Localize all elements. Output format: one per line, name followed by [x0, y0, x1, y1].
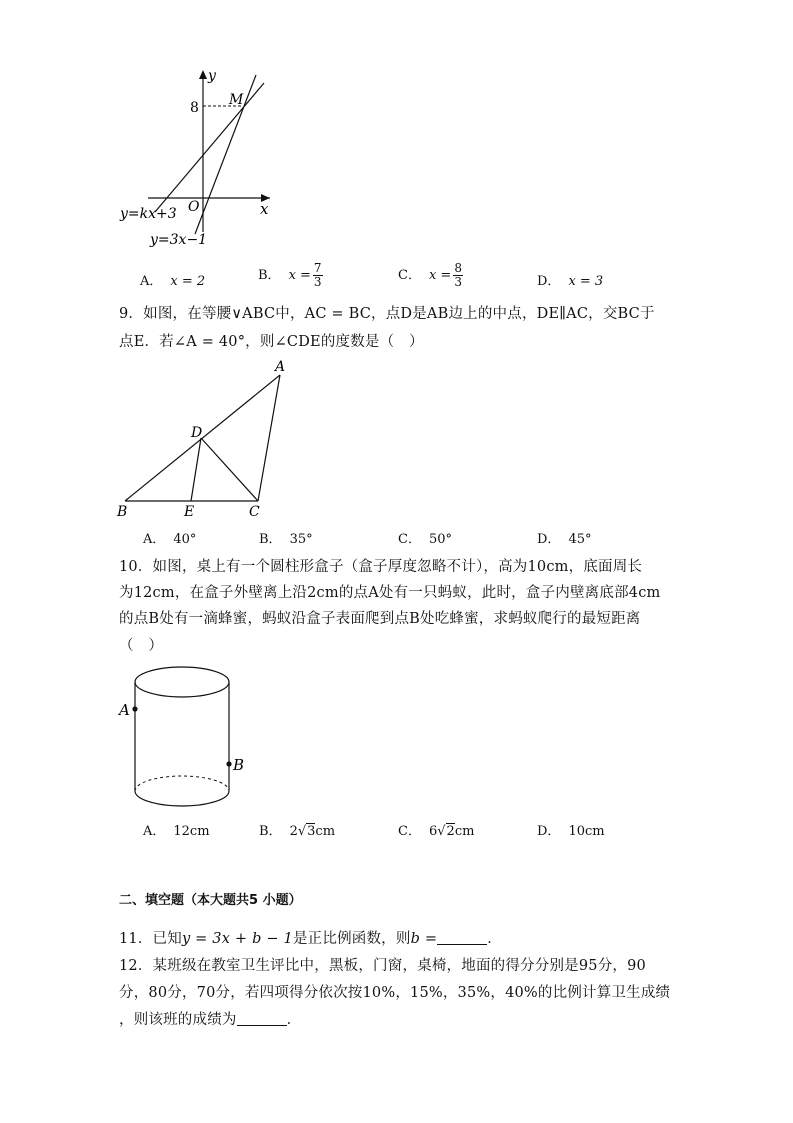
- q9-line-2: 点E．若∠A = 40°，则∠CDE的度数是（ ）: [119, 334, 424, 350]
- option-prefix: x =: [428, 268, 452, 283]
- q8-option-b[interactable]: [258, 262, 323, 289]
- sqrt-sign: √: [297, 824, 307, 839]
- variable: b =: [410, 931, 438, 947]
- option-label: D．: [537, 532, 561, 547]
- linear-graph-figure: [110, 62, 290, 252]
- option-value: 45°: [568, 532, 592, 547]
- q10-option-b[interactable]: [259, 820, 335, 839]
- vertex-a-label: A: [275, 359, 286, 375]
- option-unit: cm: [315, 824, 336, 839]
- answer-blank[interactable]: [237, 1011, 287, 1026]
- q9-option-d[interactable]: [537, 528, 591, 547]
- option-label: D．: [537, 824, 561, 839]
- vertex-c-label: C: [249, 504, 260, 520]
- option-label: A．: [140, 274, 163, 289]
- option-unit: cm: [454, 824, 475, 839]
- vertex-b-label: B: [117, 504, 128, 520]
- point-m-label: M: [229, 92, 244, 108]
- option-label: C．: [398, 532, 421, 547]
- q10-option-a[interactable]: [143, 820, 210, 839]
- option-label: C．: [398, 824, 421, 839]
- option-label: B．: [258, 268, 281, 283]
- question-prefix: 11．已知: [119, 931, 182, 947]
- formula: y = 3x + b − 1: [181, 931, 293, 947]
- section-title: 二、填空题（本大题共5 小题）: [119, 893, 302, 908]
- q12-line-3: [119, 1006, 301, 1034]
- answer-blank[interactable]: [437, 930, 487, 945]
- y-axis-arrow: [199, 70, 207, 79]
- cylinder-bottom-back: [135, 776, 229, 791]
- cylinder-bottom-front: [135, 791, 229, 806]
- numerator: 8: [454, 261, 462, 275]
- segment-de: [191, 438, 201, 501]
- point-a: [132, 706, 137, 711]
- q10-line-2: 为12cm，在盒子外壁离上沿2cm的点A处有一只蚂蚁，此时，盒子内壁离底部4cm: [119, 585, 661, 601]
- q9-line-1: [119, 300, 655, 328]
- question-number: 9．: [119, 306, 144, 322]
- option-label: A．: [143, 532, 166, 547]
- point-b: [226, 761, 231, 766]
- option-label: C．: [398, 268, 421, 283]
- side-ba: [125, 375, 280, 501]
- q9-option-a[interactable]: [143, 528, 196, 547]
- q10-option-d[interactable]: [537, 820, 605, 839]
- radicand: 2: [446, 824, 455, 839]
- option-value: 35°: [289, 532, 313, 547]
- y-axis-label: y: [208, 68, 216, 84]
- point-b-label: B: [233, 756, 245, 774]
- option-coefficient: 6: [428, 824, 438, 839]
- line-kx-plus-3: [155, 83, 264, 212]
- option-value: x = 2: [170, 274, 206, 289]
- point-a-label: A: [119, 701, 130, 719]
- option-label: A．: [143, 824, 166, 839]
- point-e-label: E: [184, 504, 195, 520]
- q8-option-c[interactable]: [398, 262, 463, 289]
- option-label: B．: [259, 532, 282, 547]
- line1-label: y=kx+3: [120, 206, 177, 222]
- q10-line-4: （ ）: [119, 638, 164, 654]
- origin-label: O: [188, 199, 200, 215]
- q8-option-d[interactable]: [537, 270, 603, 289]
- question-end: ．: [286, 1012, 302, 1028]
- option-value: 40°: [173, 532, 197, 547]
- option-value: 12cm: [173, 824, 210, 839]
- q11-line: [119, 925, 502, 953]
- option-label: B．: [259, 824, 282, 839]
- option-value: 50°: [428, 532, 452, 547]
- q10-option-c[interactable]: [398, 820, 474, 839]
- q10-line-1: 10．如图，桌上有一个圆柱形盒子（盒子厚度忽略不计），高为10cm，底面周长: [119, 559, 643, 575]
- side-ac: [258, 375, 280, 501]
- q12-line-2: 分，80分，70分，若四项得分依次按10%，15%，35%，40%的比例计算卫生成绩: [119, 985, 671, 1001]
- radicand: 3: [307, 824, 316, 839]
- question-prefix: ，则该班的成绩为: [119, 1012, 237, 1028]
- triangle-figure: [112, 358, 302, 520]
- sqrt-sign: √: [437, 824, 446, 839]
- line2-label: y=3x−1: [150, 232, 208, 248]
- numerator: 7: [313, 261, 322, 275]
- cylinder-top: [135, 667, 229, 697]
- option-value: 10cm: [568, 824, 605, 839]
- x-axis-label: x: [260, 200, 269, 218]
- option-value: x = 3: [568, 274, 604, 289]
- option-coefficient: 2: [289, 824, 298, 839]
- point-d-label: D: [191, 425, 203, 441]
- q10-line-3: 的点B处有一滴蜂蜜，蚂蚁沿盒子表面爬到点B处吃蜂蜜，求蚂蚁爬行的最短距离: [119, 611, 641, 627]
- q9-option-c[interactable]: [398, 528, 452, 547]
- q9-option-b[interactable]: [259, 528, 313, 547]
- fraction: [453, 262, 463, 289]
- y-value-label: 8: [190, 100, 199, 116]
- question-end: ．: [487, 931, 502, 947]
- question-text: 如图，在等腰∨ABC中，AC = BC，点D是AB边上的中点，DE∥AC，交BC于: [143, 306, 655, 322]
- q8-option-a[interactable]: [140, 270, 205, 289]
- cylinder-figure: [112, 660, 262, 818]
- denominator: 3: [313, 275, 322, 289]
- q12-line-1: 12．某班级在教室卫生评比中，黑板，门窗，桌椅，地面的得分分别是95分，90: [119, 958, 646, 974]
- option-prefix: x =: [288, 268, 311, 283]
- fraction: [313, 262, 323, 289]
- question-middle: 是正比例函数，则: [292, 931, 411, 947]
- segment-dc: [201, 438, 258, 501]
- denominator: 3: [454, 275, 462, 289]
- option-label: D．: [537, 274, 561, 289]
